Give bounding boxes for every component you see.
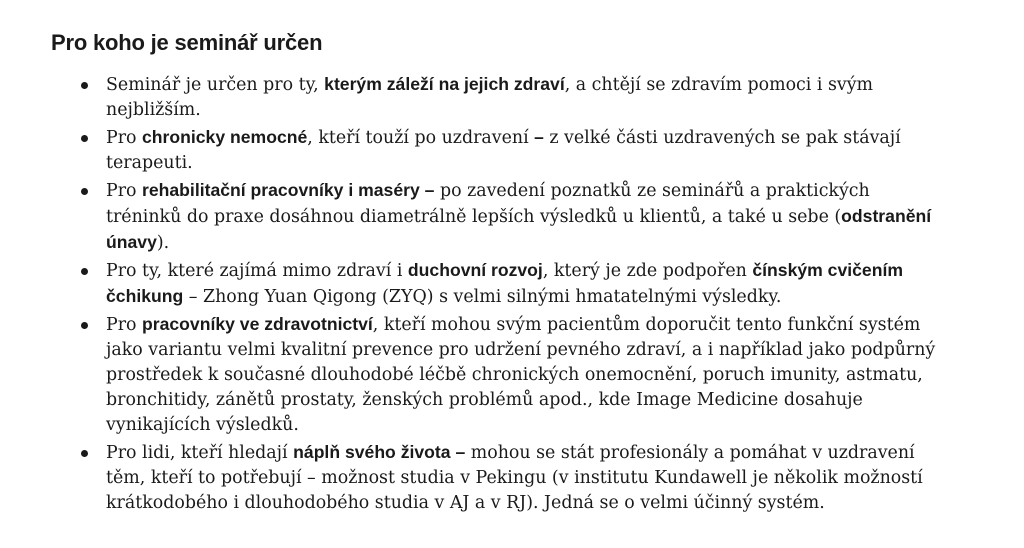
- text-run: , který je zde podpořen: [542, 261, 753, 281]
- list-item: [0, 178, 1000, 256]
- text-run: z velké části uzdravených se pak stávají terapeuti.: [106, 128, 901, 173]
- text-run: , a chtějí se zdravím pomoci i svým nejbližším.: [106, 75, 874, 120]
- bullet-icon: [81, 82, 88, 89]
- text-run: Pro: [106, 315, 143, 335]
- text-run: – Zhong Yuan Qigong (ZYQ) s velmi silnými hmatatelnými výsledky.: [183, 287, 782, 307]
- bullet-icon: [81, 450, 88, 457]
- text-run: , kteří mohou svým pacientům doporučit tento funkční systém jako variantu velmi kvalitní prevence pro udržení pevného zdraví, a i například jako podpůrný prostředek k současné dlouhodobé léčbě chronických onemocnění, poruch imunity, astmatu, bronchitidy, zánětů prostaty, ženských problémů apod., kde Image Medicine dosahuje vynikajících výsledků.: [106, 315, 936, 435]
- list-item: [0, 72, 1000, 123]
- text-run: Pro lidi, kteří hledají: [106, 443, 294, 463]
- bold-text-run: duchovní rozvoj: [407, 260, 543, 280]
- text-run: mohou se stát profesionály a pomáhat v uzdravení těm, kteří to potřebují – možnost studia v Pekingu (v institutu Kundawell je několik možností krátkodobého i dlouhodobého studia v AJ a v RJ). Jedná se o velmi účinný systém.: [106, 443, 923, 513]
- text-run: Pro: [106, 128, 143, 148]
- bold-text-run: chronicky nemocné: [142, 127, 308, 147]
- audience-list: [0, 72, 1000, 518]
- bold-text-run: pracovníky ve zdravotnictví: [142, 314, 373, 334]
- bullet-icon: [81, 188, 88, 195]
- bullet-icon: [81, 135, 88, 142]
- text-run: ).: [156, 233, 170, 253]
- dash-text-run: –: [534, 127, 544, 147]
- text-run: Pro: [106, 181, 143, 201]
- bold-text-run: odstranění únavy: [106, 206, 932, 252]
- list-item: [0, 258, 1000, 310]
- bold-text-run: čínským cvičením čchikung: [106, 260, 903, 306]
- text-run: , kteří touží po uzdravení: [307, 128, 535, 148]
- list-item: [0, 440, 1000, 516]
- text-run: po zavedení poznatků ze seminářů a praktických tréninků do praxe dosáhnou diametrálně lepších výsledků u klientů, a také u sebe (: [106, 181, 870, 227]
- text-run: Pro ty, které zajímá mimo zdraví i: [106, 261, 408, 281]
- bold-text-run: rehabilitační pracovníky i maséry –: [142, 180, 435, 200]
- bullet-icon: [81, 268, 88, 275]
- text-run: Seminář je určen pro ty,: [106, 75, 325, 95]
- list-item: [0, 125, 1000, 176]
- section-heading: Pro koho je seminář určen: [51, 30, 323, 55]
- list-item: [0, 312, 1000, 438]
- bold-text-run: kterým záleží na jejich zdraví: [324, 74, 565, 94]
- bold-text-run: náplň svého života –: [293, 442, 466, 462]
- bullet-icon: [81, 322, 88, 329]
